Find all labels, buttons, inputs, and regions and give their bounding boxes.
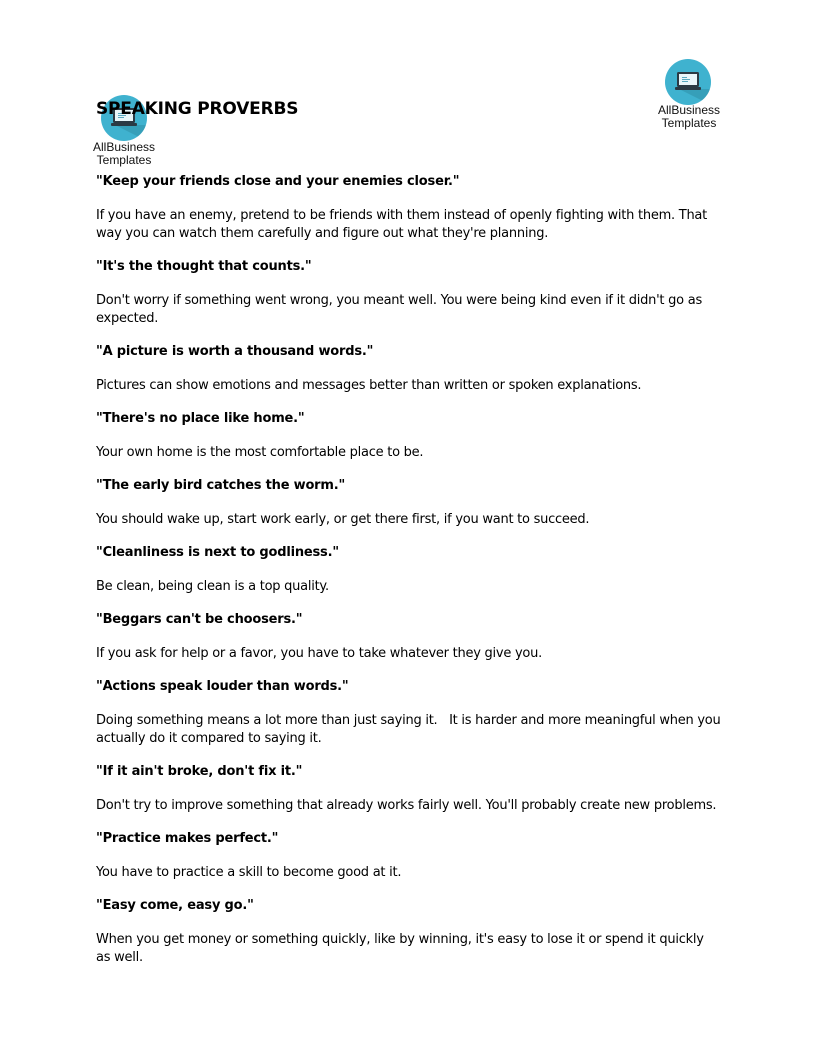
page-title: SPEAKING PROVERBS: [96, 99, 299, 119]
proverb-title: "Easy come, easy go.": [96, 898, 254, 913]
proverb-title: "Beggars can't be choosers.": [96, 612, 303, 627]
proverb-item: [96, 678, 725, 763]
proverb-item: [96, 830, 721, 897]
proverb-item: [96, 343, 721, 410]
proverb-title: "The early bird catches the worm.": [96, 478, 346, 493]
proverb-meaning: Pictures can show emotions and messages better than written or spoken explanations.: [96, 378, 642, 393]
proverb-title: "If it ain't broke, don't fix it.": [96, 764, 303, 779]
proverb-item: [96, 258, 721, 343]
proverb-meaning: If you have an enemy, pretend to be friends with them instead of openly fighting with them. That way you can watch them carefully and figure out what they're planning.: [96, 208, 707, 241]
proverb-item: [96, 897, 721, 982]
proverb-item: [96, 763, 721, 830]
proverb-meaning: When you get money or something quickly, like by winning, it's easy to lose it or spend it quickly as well.: [96, 932, 704, 965]
proverb-meaning: If you ask for help or a favor, you have to take whatever they give you.: [96, 646, 542, 661]
logo-brand-line1: AllBusiness: [657, 103, 721, 117]
proverb-title: "Cleanliness is next to godliness.": [96, 545, 339, 560]
proverb-meaning: Your own home is the most comfortable place to be.: [96, 445, 424, 460]
proverb-meaning: Don't worry if something went wrong, you meant well. You were being kind even if it didn't go as expected.: [96, 293, 702, 326]
laptop-icon: [665, 59, 711, 105]
proverb-meaning: Be clean, being clean is a top quality.: [96, 579, 329, 594]
proverb-title: "Practice makes perfect.": [96, 831, 279, 846]
logo-brand-line2: Templates: [96, 153, 152, 167]
proverb-item: [96, 544, 721, 611]
proverb-item: [96, 173, 721, 258]
proverb-title: "There's no place like home.": [96, 411, 305, 426]
proverb-title: "A picture is worth a thousand words.": [96, 344, 374, 359]
proverb-title: "Keep your friends close and your enemies closer.": [96, 174, 460, 189]
proverb-meaning: You have to practice a skill to become good at it.: [96, 865, 402, 880]
logo-brand-line2: Templates: [661, 116, 717, 130]
proverb-meaning: Don't try to improve something that already works fairly well. You'll probably create new problems.: [96, 798, 717, 813]
proverb-list: [96, 173, 725, 982]
proverb-item: [96, 611, 721, 678]
proverb-item: [96, 477, 721, 544]
allbusiness-logo-right: [649, 58, 729, 130]
logo-brand-line1: AllBusiness: [92, 140, 156, 154]
proverb-title: "It's the thought that counts.": [96, 259, 312, 274]
proverb-item: [96, 410, 721, 477]
proverb-meaning: Doing something means a lot more than just saying it. It is harder and more meaningful when you actually do it compared to saying it.: [96, 713, 725, 746]
proverb-title: "Actions speak louder than words.": [96, 679, 349, 694]
proverb-meaning: You should wake up, start work early, or get there first, if you want to succeed.: [96, 512, 590, 527]
